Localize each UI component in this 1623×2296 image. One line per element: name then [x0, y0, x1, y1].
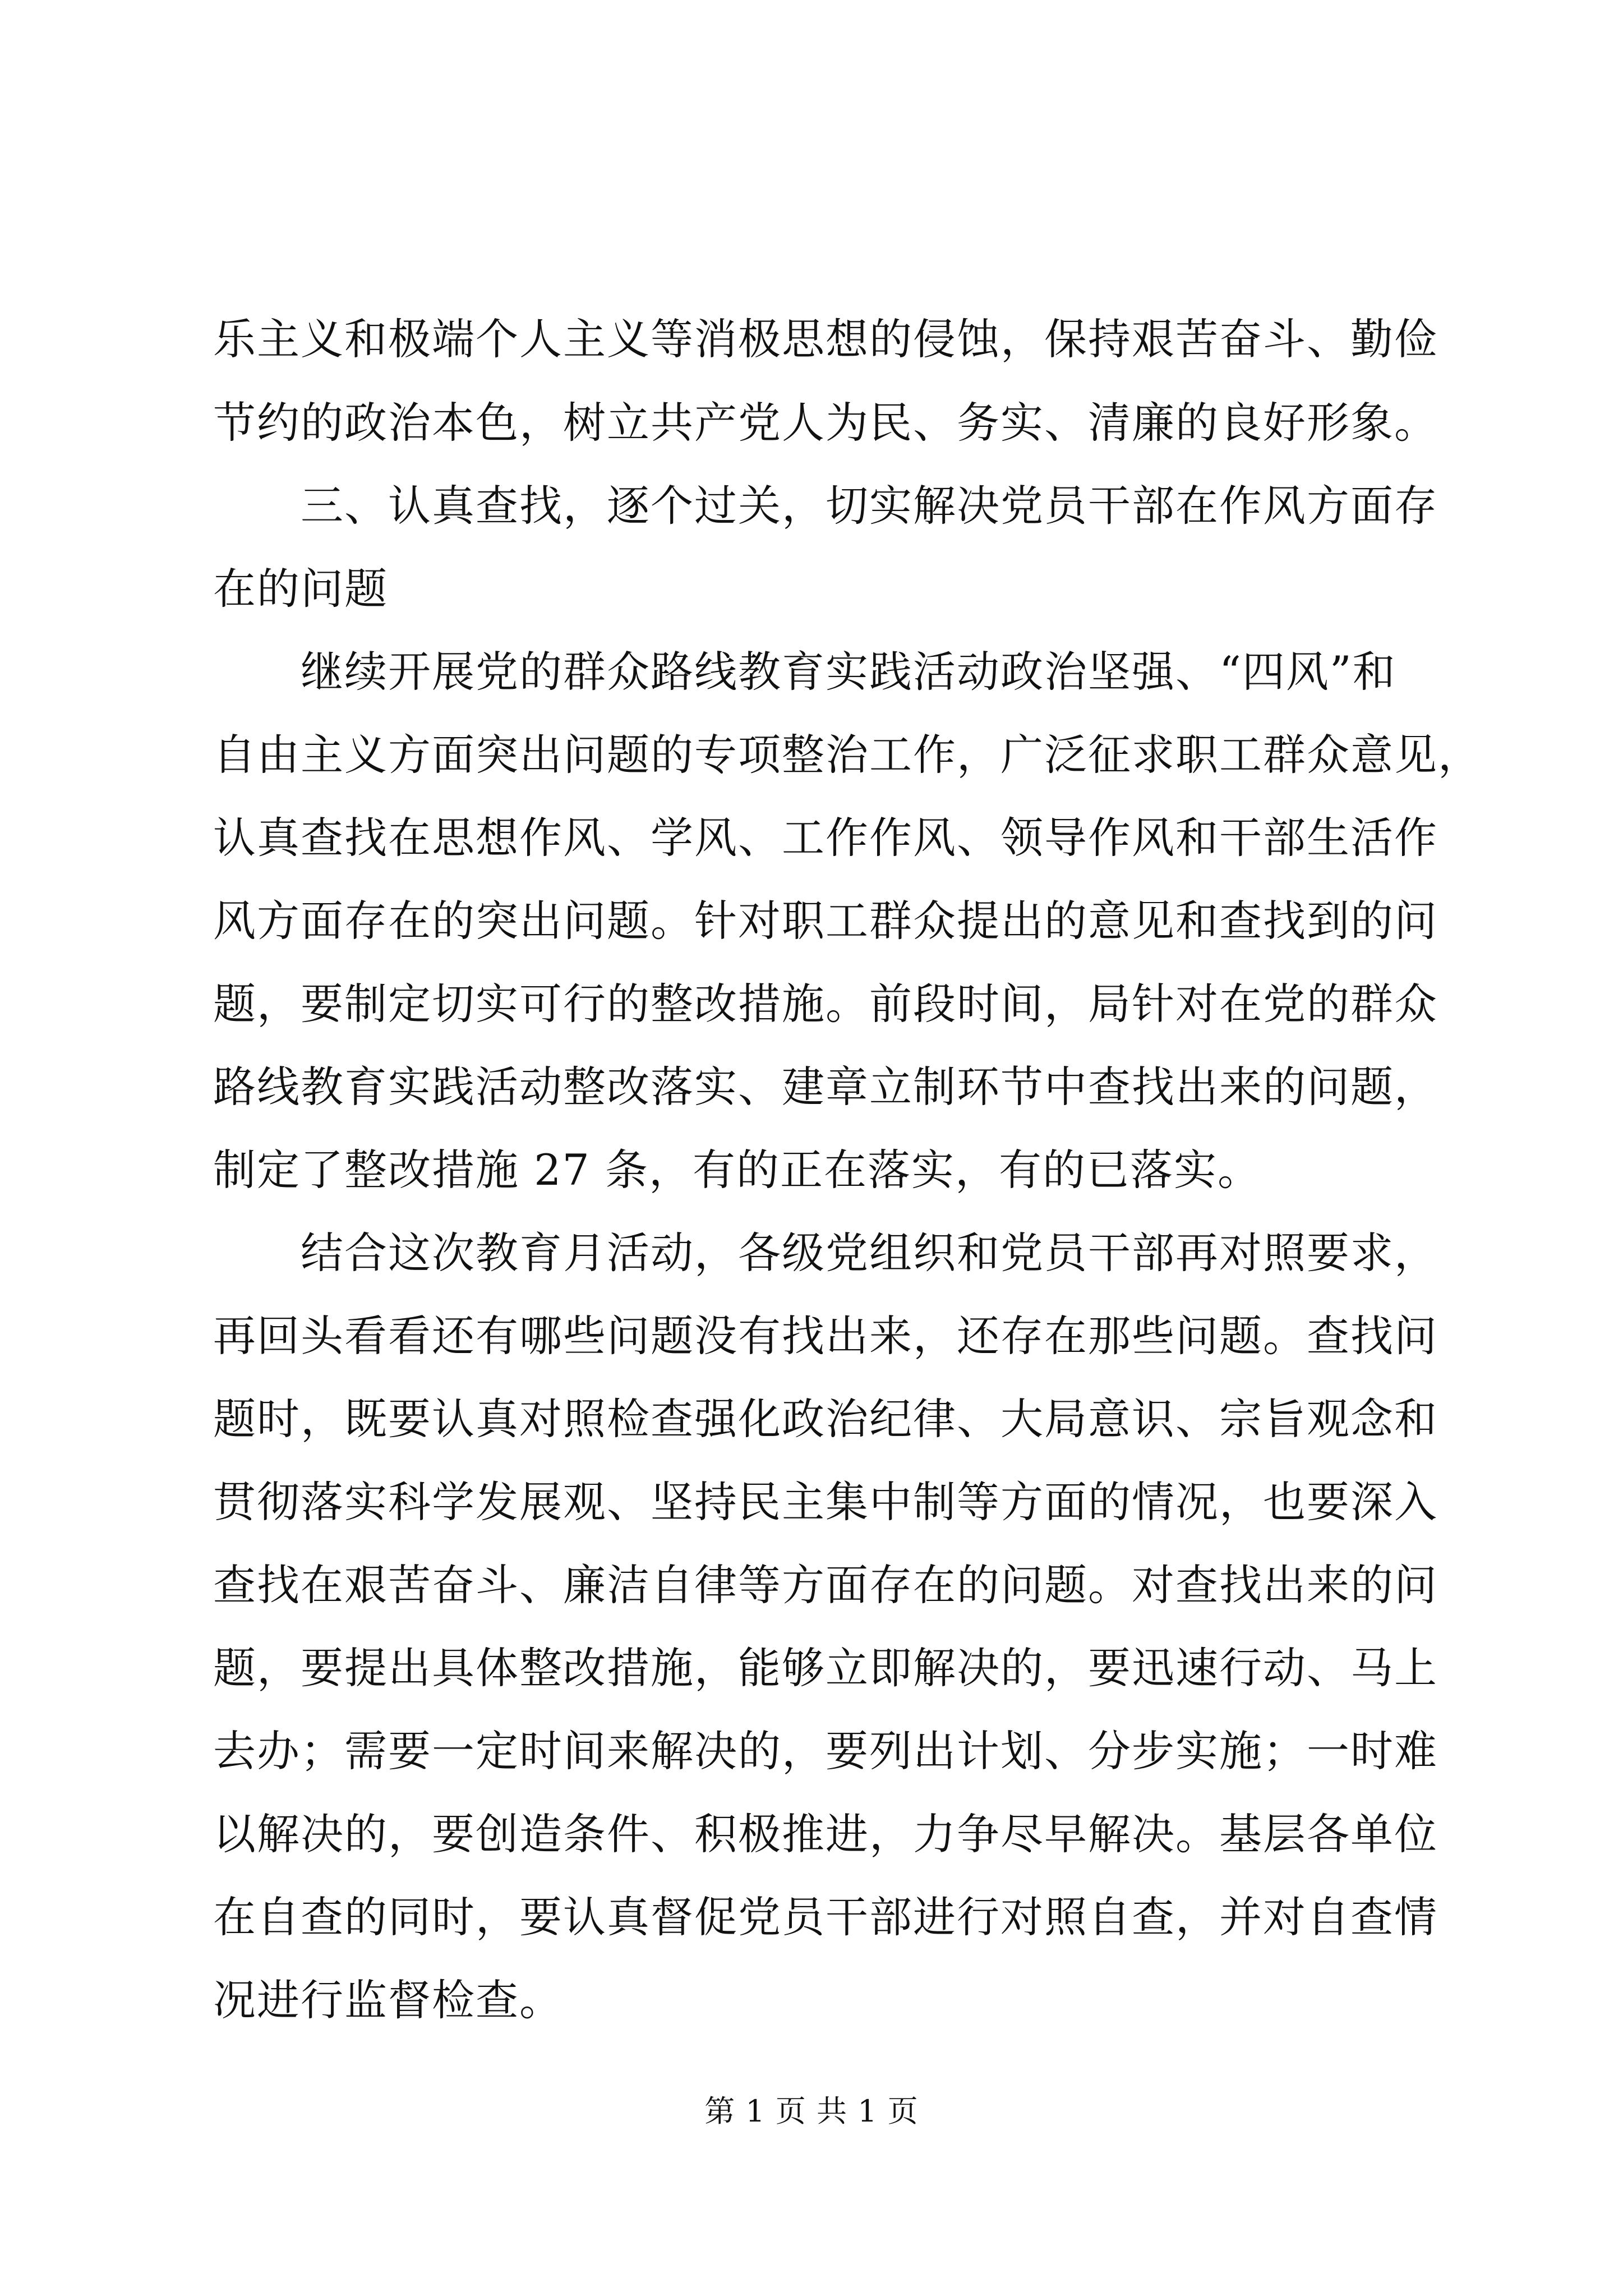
text-line: 以解决的，要创造条件、积极推进，力争尽早解决。基层各单位	[213, 1809, 1438, 1859]
text-line: 路线教育实践活动整改落实、建章立制环节中查找出来的问题，	[213, 1062, 1438, 1112]
section-heading: 在的问题	[213, 564, 388, 614]
text-line: 自由主义方面突出问题的专项整治工作，广泛征求职工群众意见，	[213, 730, 1482, 780]
text-line: 节约的政治本色，树立共产党人为民、务实、清廉的良好形象。	[213, 398, 1438, 448]
text-line: 况进行监督检查。	[213, 1975, 563, 2025]
text-line: 题，要制定切实可行的整改措施。前段时间，局针对在党的群众	[213, 979, 1438, 1029]
text-line: 再回头看看还有哪些问题没有找出来，还存在那些问题。查找问	[213, 1311, 1438, 1361]
text-line: 继续开展党的群众路线教育实践活动政治坚强、“四风”和	[301, 647, 1396, 697]
text-line: 在自查的同时，要认真督促党员干部进行对照自查，并对自查情	[213, 1892, 1438, 1942]
text-line: 题，要提出具体整改措施，能够立即解决的，要迅速行动、马上	[213, 1643, 1438, 1693]
text-line: 题时，既要认真对照检查强化政治纪律、大局意识、宗旨观念和	[213, 1394, 1438, 1444]
text-line: 结合这次教育月活动，各级党组织和党员干部再对照要求，	[301, 1228, 1438, 1278]
section-heading: 三、认真查找，逐个过关，切实解决党员干部在作风方面存	[301, 481, 1438, 531]
text-line: 风方面存在的突出问题。针对职工群众提出的意见和查找到的问	[213, 896, 1438, 946]
text-line: 查找在艰苦奋斗、廉洁自律等方面存在的问题。对查找出来的问	[213, 1560, 1438, 1610]
text-line: 乐主义和极端个人主义等消极思想的侵蚀，保持艰苦奋斗、勤俭	[213, 314, 1438, 364]
text-line: 认真查找在思想作风、学风、工作作风、领导作风和干部生活作	[213, 813, 1438, 863]
text-line: 制定了整改措施 27 条，有的正在落实，有的已落实。	[213, 1145, 1262, 1195]
page-footer: 第 1 页 共 1 页	[704, 2093, 919, 2129]
text-line: 去办；需要一定时间来解决的，要列出计划、分步实施；一时难	[213, 1726, 1438, 1776]
text-line: 贯彻落实科学发展观、坚持民主集中制等方面的情况，也要深入	[213, 1477, 1438, 1527]
